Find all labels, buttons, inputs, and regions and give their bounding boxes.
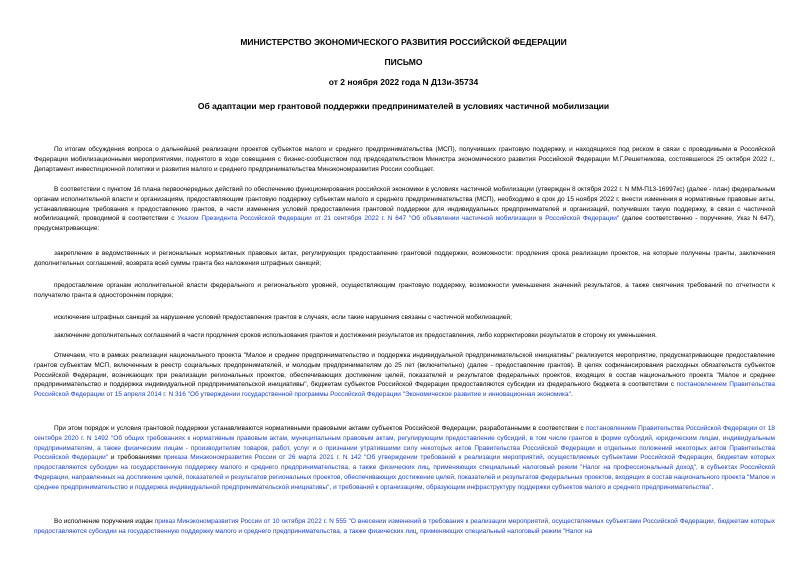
document-date-number: от 2 ноября 2022 года N Д13и-35734: [328, 77, 479, 87]
paragraph-1: [34, 145, 775, 175]
paragraph-8-text: При этом порядок и условия грантовой поддержки устанавливаются нормативными правовыми актами субъектов Российской Федерации, разработанными в соответствии с: [54, 425, 584, 432]
paragraph-5-text: исключение штрафных санкций за нарушение условий предоставления грантов в случаях, если такие нарушения связаны с частичной мобилизацией;: [54, 314, 512, 321]
paragraph-4-text: предоставление органам исполнительной власти федерального и регионального уровней, осуществляющим грантовую поддержку, возможности уменьшения значений результатов, а также смягчения требований по отчетности к получателю гранта в одностороннем порядке;: [34, 282, 775, 299]
document-title: Об адаптации мер грантовой поддержки предпринимателей в условиях частичной мобилизации: [197, 101, 610, 111]
paragraph-2-text-end: (далее соответственно - поручение, Указ N 647), предусматривающие:: [34, 215, 775, 233]
paragraph-6-text: заключение дополнительных соглашений в части продления сроков использования грантов и достижения результатов их предоставления, либо корректировки результатов в сторону их уменьшения.: [54, 332, 657, 339]
paragraph-3-text: закрепление в ведомственных и региональных нормативных правовых актах, регулирующих предоставление грантовой поддержки, возможности: продления срока реализации проектов, на которые получены гранты, заключения дополнительных соглашений, возврата всей суммы гранта без наложения штрафных санкций;: [34, 250, 775, 267]
paragraph-3: [34, 249, 775, 269]
resolution-1492-link[interactable]: постановлением Правительства Российской Федерации от 18 сентября 2020 г. N 1492 "Об общих требованиях к нормативным правовым актам, муниципальным правовым актам, регулирующим предоставление субсидий, в том числе грантов в форме субсидий, юридическим лицам, индивидуальным предпринимателям, а также физическим лицам - производителям товаров, работ, услуг и о признании утратившими силу некоторых актов Правительства Российской Федерации и отдельных положений некоторых актов Правительства Российской Федерации": [34, 425, 775, 462]
resolution-316-link[interactable]: постановлением Правительства Российской Федерации от 15 апреля 2014 г. N 316 "Об утверждении государственной программы Российской Федерации "Экономическое развитие и инновационная экономика": [34, 381, 775, 399]
paragraph-1-text: По итогам обсуждения вопроса о дальнейшей реализации проектов субъектов малого и среднего предпринимательства (МСП), получивших грантовую поддержку, и находящихся под риском в связи с проводимыми в Российской Федерации мобилизационными мероприятиями, поднятого в ходе совещания с бизнес-сообществом под председательством Министра экономического развития Российской Федерации М.Г.Решетникова, состоявшегося 25 октября 2022 г., Департамент инвестиционной политики и развития малого и среднего предпринимательства Минэкономразвития России сообщает.: [34, 146, 775, 173]
paragraph-7-text-end: .: [570, 391, 573, 399]
paragraph-5: [34, 313, 775, 323]
paragraph-8: [34, 424, 775, 504]
paragraph-9-text: Во исполнение поручения издан: [54, 518, 153, 525]
document-type: ПИСЬМО: [384, 57, 423, 67]
decree-647-link[interactable]: Указом Президента Российской Федерации от 21 сентября 2022 г. N 647 "Об объявлении частичной мобилизации в Российской Федерации": [177, 215, 620, 223]
paragraph-7: [34, 351, 775, 411]
order-142-link[interactable]: приказа Минэкономразвития России от 26 марта 2021 г. N 142 "Об утверждении требований к реализации мероприятий, осуществляемых субъектами Российской Федерации, бюджетам которых предоставляются субсидии на государственную поддержку малого и среднего предпринимательства, а также физических лиц, применяющих специальный налоговый режим "Налог на профессиональный доход", в субъектах Российской Федерации, направленных на достижение целей, показателей и результатов региональных проектов, обеспечивающих достижение целей, показателей и результатов федеральных проектов, входящих в состав национального проекта "Малое и среднее предпринимательство и поддержка индивидуальной предпринимательской инициативы", и требований к организациям, образующим инфраструктуру поддержки субъектов малого и среднего предпринимательства": [34, 454, 775, 491]
paragraph-4: [34, 281, 775, 301]
order-555-link[interactable]: приказ Минэкономразвития России от 10 октября 2022 г. N 555 "О внесении изменений в требования к реализации мероприятий, осуществляемых субъектами Российской Федерации, бюджетам которых предоставляются субсидии на государственную поддержку малого и среднего предпринимательства, а также физических лиц, применяющих специальный налоговый режим "Налог на: [34, 518, 775, 535]
paragraph-6: [34, 331, 775, 341]
paragraph-2: [34, 185, 775, 235]
paragraph-8-text-middle: и требованиями: [110, 454, 161, 462]
ministry-heading: МИНИСТЕРСТВО ЭКОНОМИЧЕСКОГО РАЗВИТИЯ РОССИЙСКОЙ ФЕДЕРАЦИИ: [240, 37, 567, 47]
paragraph-8-text-end: .: [711, 483, 714, 491]
paragraph-2-text: В соответствии с пунктом 16 плана первоочередных действий по обеспечению функционирования российской экономики в условиях частичной мобилизации (утвержден 8 октября 2022 г. N ММ-П13-16997кс) (далее - план) федеральным органам исполнительной власти и организациям, предоставляющим грантовую поддержку субъектам малого и среднего предпринимательства (МСП), необходимо в срок до 15 ноября 2022 г. внести изменения в нормативные правовые акты, устанавливающие требования к предоставлению грантов, в части изменения условий предоставления грантовой поддержки для индивидуальных предпринимателей и организаций, получивших такую поддержку, в связи с частичной мобилизацией, проводимой в соответствии с: [34, 186, 775, 223]
paragraph-9: [34, 517, 775, 539]
paragraph-7-text: Отмечаем, что в рамках реализации национального проекта "Малое и среднее предпринимательство и поддержка индивидуальной предпринимательской инициативы" реализуется мероприятие, предусматривающее предоставление грантов субъектам МСП, включенным в реестр социальных предпринимателей, и молодым предпринимателям до 25 лет (включительно) (далее - предоставление грантов). В целях софинансирования расходных обязательств субъектов Российской Федерации, возникающих при реализации региональных проектов, обеспечивающих достижение целей, показателей и результатов федеральных проектов, входящих в состав национального проекта "Малое и среднее предпринимательство и поддержка индивидуальной предпринимательской инициативы", бюджетам субъектов Российской Федерации предоставляются субсидии из федерального бюджета в соответствии с: [34, 352, 775, 389]
